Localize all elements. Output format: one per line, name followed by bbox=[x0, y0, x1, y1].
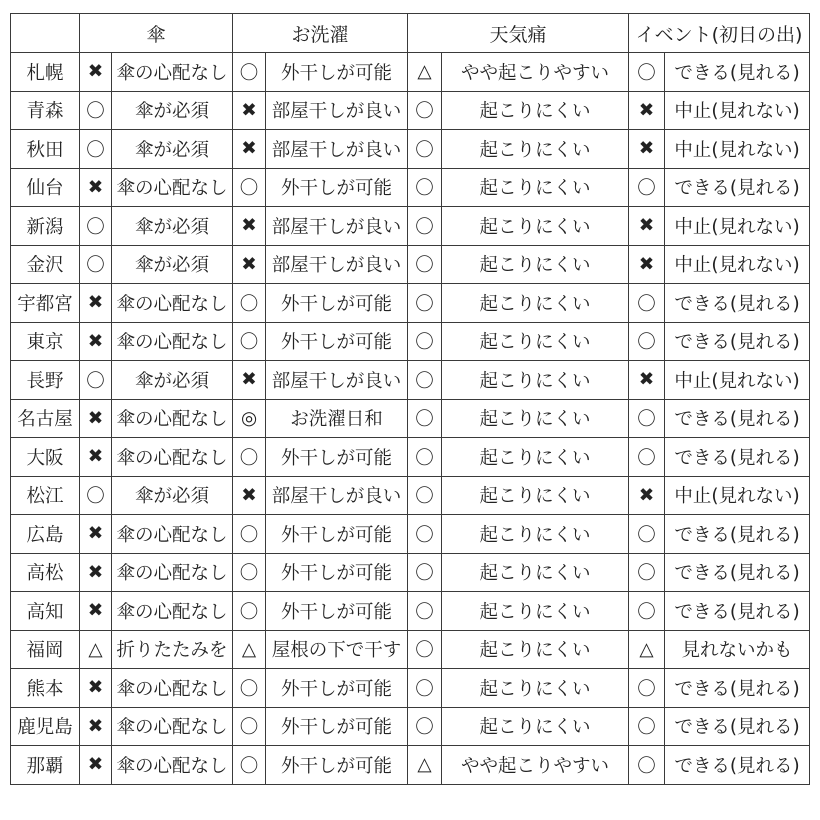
event-text: 中止(見れない) bbox=[665, 130, 810, 169]
laundry-text: お洗濯日和 bbox=[266, 399, 408, 438]
city-cell: 那覇 bbox=[11, 746, 80, 785]
event-symbol: 〇 bbox=[629, 399, 665, 438]
umbrella-text: 傘が必須 bbox=[112, 91, 233, 130]
umbrella-text: 傘が必須 bbox=[112, 207, 233, 246]
weather-pain-text: 起こりにくい bbox=[442, 245, 629, 284]
event-text: 中止(見れない) bbox=[665, 207, 810, 246]
umbrella-symbol: ✖ bbox=[80, 746, 112, 785]
weather-pain-symbol: 〇 bbox=[408, 130, 442, 169]
header-laundry: お洗濯 bbox=[233, 14, 408, 53]
weather-pain-symbol: 〇 bbox=[408, 438, 442, 477]
weather-pain-symbol: 〇 bbox=[408, 707, 442, 746]
laundry-symbol: 〇 bbox=[233, 707, 266, 746]
city-cell: 東京 bbox=[11, 322, 80, 361]
umbrella-symbol: ✖ bbox=[80, 553, 112, 592]
event-text: 見れないかも bbox=[665, 630, 810, 669]
header-event: イベント(初日の出) bbox=[629, 14, 810, 53]
weather-pain-text: 起こりにくい bbox=[442, 592, 629, 631]
laundry-text: 屋根の下で干す bbox=[266, 630, 408, 669]
weather-pain-text: 起こりにくい bbox=[442, 361, 629, 400]
event-symbol: 〇 bbox=[629, 438, 665, 477]
laundry-symbol: 〇 bbox=[233, 53, 266, 92]
weather-pain-text: 起こりにくい bbox=[442, 399, 629, 438]
weather-pain-text: 起こりにくい bbox=[442, 322, 629, 361]
event-text: できる(見れる) bbox=[665, 322, 810, 361]
event-text: 中止(見れない) bbox=[665, 91, 810, 130]
city-cell: 札幌 bbox=[11, 53, 80, 92]
city-cell: 大阪 bbox=[11, 438, 80, 477]
city-cell: 名古屋 bbox=[11, 399, 80, 438]
table-row bbox=[11, 515, 810, 554]
header-weather-pain: 天気痛 bbox=[408, 14, 629, 53]
umbrella-symbol: ✖ bbox=[80, 515, 112, 554]
umbrella-text: 傘の心配なし bbox=[112, 707, 233, 746]
weather-pain-text: やや起こりやすい bbox=[442, 53, 629, 92]
event-symbol: 〇 bbox=[629, 746, 665, 785]
event-text: できる(見れる) bbox=[665, 669, 810, 708]
weather-pain-symbol: 〇 bbox=[408, 669, 442, 708]
weather-pain-text: 起こりにくい bbox=[442, 207, 629, 246]
event-text: できる(見れる) bbox=[665, 168, 810, 207]
weather-pain-text: やや起こりやすい bbox=[442, 746, 629, 785]
header-umbrella: 傘 bbox=[80, 14, 233, 53]
laundry-symbol: 〇 bbox=[233, 515, 266, 554]
city-cell: 長野 bbox=[11, 361, 80, 400]
event-text: できる(見れる) bbox=[665, 746, 810, 785]
weather-pain-symbol: 〇 bbox=[408, 284, 442, 323]
laundry-text: 外干しが可能 bbox=[266, 707, 408, 746]
weather-pain-text: 起こりにくい bbox=[442, 553, 629, 592]
umbrella-symbol: ✖ bbox=[80, 284, 112, 323]
table-row bbox=[11, 322, 810, 361]
event-text: できる(見れる) bbox=[665, 53, 810, 92]
umbrella-text: 折りたたみを bbox=[112, 630, 233, 669]
umbrella-symbol: ✖ bbox=[80, 168, 112, 207]
event-symbol: ✖ bbox=[629, 476, 665, 515]
umbrella-symbol: 〇 bbox=[80, 361, 112, 400]
weather-pain-symbol: △ bbox=[408, 746, 442, 785]
umbrella-text: 傘が必須 bbox=[112, 476, 233, 515]
weather-pain-symbol: 〇 bbox=[408, 207, 442, 246]
laundry-symbol: 〇 bbox=[233, 669, 266, 708]
umbrella-symbol: ✖ bbox=[80, 399, 112, 438]
umbrella-text: 傘の心配なし bbox=[112, 669, 233, 708]
umbrella-text: 傘の心配なし bbox=[112, 168, 233, 207]
laundry-symbol: ✖ bbox=[233, 245, 266, 284]
weather-pain-text: 起こりにくい bbox=[442, 284, 629, 323]
umbrella-text: 傘の心配なし bbox=[112, 53, 233, 92]
city-cell: 青森 bbox=[11, 91, 80, 130]
umbrella-text: 傘の心配なし bbox=[112, 746, 233, 785]
umbrella-symbol: 〇 bbox=[80, 245, 112, 284]
table-row bbox=[11, 53, 810, 92]
table-row bbox=[11, 438, 810, 477]
laundry-text: 外干しが可能 bbox=[266, 322, 408, 361]
event-symbol: ✖ bbox=[629, 91, 665, 130]
umbrella-symbol: ✖ bbox=[80, 53, 112, 92]
umbrella-symbol: 〇 bbox=[80, 476, 112, 515]
city-cell: 鹿児島 bbox=[11, 707, 80, 746]
laundry-symbol: △ bbox=[233, 630, 266, 669]
event-symbol: 〇 bbox=[629, 669, 665, 708]
weather-pain-text: 起こりにくい bbox=[442, 476, 629, 515]
umbrella-symbol: 〇 bbox=[80, 207, 112, 246]
weather-pain-symbol: 〇 bbox=[408, 168, 442, 207]
weather-pain-text: 起こりにくい bbox=[442, 515, 629, 554]
weather-pain-symbol: 〇 bbox=[408, 476, 442, 515]
laundry-symbol: 〇 bbox=[233, 438, 266, 477]
laundry-symbol: 〇 bbox=[233, 168, 266, 207]
weather-pain-text: 起こりにくい bbox=[442, 630, 629, 669]
event-symbol: 〇 bbox=[629, 53, 665, 92]
event-text: できる(見れる) bbox=[665, 592, 810, 631]
event-symbol: 〇 bbox=[629, 592, 665, 631]
umbrella-symbol: 〇 bbox=[80, 130, 112, 169]
laundry-symbol: ✖ bbox=[233, 476, 266, 515]
umbrella-text: 傘が必須 bbox=[112, 130, 233, 169]
umbrella-text: 傘の心配なし bbox=[112, 438, 233, 477]
umbrella-text: 傘の心配なし bbox=[112, 284, 233, 323]
table-row bbox=[11, 592, 810, 631]
table-row bbox=[11, 630, 810, 669]
table-row bbox=[11, 399, 810, 438]
laundry-symbol: ◎ bbox=[233, 399, 266, 438]
forecast-table bbox=[10, 13, 810, 785]
table-row bbox=[11, 707, 810, 746]
laundry-text: 外干しが可能 bbox=[266, 438, 408, 477]
city-cell: 福岡 bbox=[11, 630, 80, 669]
laundry-symbol: 〇 bbox=[233, 592, 266, 631]
weather-pain-text: 起こりにくい bbox=[442, 707, 629, 746]
event-symbol: 〇 bbox=[629, 284, 665, 323]
umbrella-symbol: ✖ bbox=[80, 707, 112, 746]
weather-pain-text: 起こりにくい bbox=[442, 168, 629, 207]
city-cell: 高知 bbox=[11, 592, 80, 631]
city-cell: 仙台 bbox=[11, 168, 80, 207]
event-symbol: 〇 bbox=[629, 553, 665, 592]
laundry-symbol: 〇 bbox=[233, 553, 266, 592]
umbrella-text: 傘の心配なし bbox=[112, 553, 233, 592]
laundry-text: 部屋干しが良い bbox=[266, 130, 408, 169]
table-row bbox=[11, 245, 810, 284]
laundry-symbol: 〇 bbox=[233, 746, 266, 785]
event-symbol: ✖ bbox=[629, 130, 665, 169]
weather-pain-symbol: 〇 bbox=[408, 592, 442, 631]
laundry-text: 部屋干しが良い bbox=[266, 207, 408, 246]
table-row bbox=[11, 553, 810, 592]
umbrella-symbol: ✖ bbox=[80, 669, 112, 708]
laundry-symbol: ✖ bbox=[233, 91, 266, 130]
table-row bbox=[11, 207, 810, 246]
event-text: できる(見れる) bbox=[665, 284, 810, 323]
weather-pain-text: 起こりにくい bbox=[442, 91, 629, 130]
umbrella-text: 傘の心配なし bbox=[112, 322, 233, 361]
event-symbol: ✖ bbox=[629, 361, 665, 400]
event-text: できる(見れる) bbox=[665, 399, 810, 438]
laundry-text: 部屋干しが良い bbox=[266, 361, 408, 400]
umbrella-text: 傘の心配なし bbox=[112, 399, 233, 438]
weather-pain-text: 起こりにくい bbox=[442, 669, 629, 708]
header-corner bbox=[11, 14, 80, 53]
umbrella-symbol: △ bbox=[80, 630, 112, 669]
event-text: 中止(見れない) bbox=[665, 245, 810, 284]
table-row bbox=[11, 130, 810, 169]
weather-pain-symbol: 〇 bbox=[408, 630, 442, 669]
laundry-text: 外干しが可能 bbox=[266, 746, 408, 785]
event-symbol: △ bbox=[629, 630, 665, 669]
table-row bbox=[11, 669, 810, 708]
event-text: できる(見れる) bbox=[665, 707, 810, 746]
city-cell: 秋田 bbox=[11, 130, 80, 169]
laundry-text: 外干しが可能 bbox=[266, 592, 408, 631]
laundry-symbol: ✖ bbox=[233, 207, 266, 246]
header-row bbox=[11, 14, 810, 53]
laundry-text: 外干しが可能 bbox=[266, 553, 408, 592]
table-row bbox=[11, 168, 810, 207]
laundry-text: 外干しが可能 bbox=[266, 53, 408, 92]
umbrella-symbol: 〇 bbox=[80, 91, 112, 130]
umbrella-text: 傘の心配なし bbox=[112, 592, 233, 631]
weather-pain-symbol: 〇 bbox=[408, 399, 442, 438]
laundry-text: 部屋干しが良い bbox=[266, 91, 408, 130]
event-symbol: 〇 bbox=[629, 707, 665, 746]
laundry-symbol: 〇 bbox=[233, 284, 266, 323]
city-cell: 宇都宮 bbox=[11, 284, 80, 323]
event-text: できる(見れる) bbox=[665, 438, 810, 477]
umbrella-symbol: ✖ bbox=[80, 592, 112, 631]
event-symbol: ✖ bbox=[629, 245, 665, 284]
laundry-text: 外干しが可能 bbox=[266, 168, 408, 207]
laundry-text: 外干しが可能 bbox=[266, 515, 408, 554]
weather-pain-symbol: 〇 bbox=[408, 245, 442, 284]
event-symbol: 〇 bbox=[629, 322, 665, 361]
city-cell: 熊本 bbox=[11, 669, 80, 708]
event-text: 中止(見れない) bbox=[665, 476, 810, 515]
umbrella-symbol: ✖ bbox=[80, 438, 112, 477]
event-text: できる(見れる) bbox=[665, 553, 810, 592]
weather-pain-symbol: 〇 bbox=[408, 322, 442, 361]
city-cell: 松江 bbox=[11, 476, 80, 515]
laundry-symbol: ✖ bbox=[233, 130, 266, 169]
table-row bbox=[11, 284, 810, 323]
umbrella-text: 傘が必須 bbox=[112, 245, 233, 284]
laundry-text: 外干しが可能 bbox=[266, 669, 408, 708]
event-text: できる(見れる) bbox=[665, 515, 810, 554]
table-row bbox=[11, 91, 810, 130]
event-symbol: 〇 bbox=[629, 168, 665, 207]
laundry-text: 部屋干しが良い bbox=[266, 476, 408, 515]
table-row bbox=[11, 476, 810, 515]
weather-pain-text: 起こりにくい bbox=[442, 438, 629, 477]
event-symbol: 〇 bbox=[629, 515, 665, 554]
laundry-symbol: 〇 bbox=[233, 322, 266, 361]
weather-pain-text: 起こりにくい bbox=[442, 130, 629, 169]
city-cell: 高松 bbox=[11, 553, 80, 592]
city-cell: 金沢 bbox=[11, 245, 80, 284]
weather-pain-symbol: 〇 bbox=[408, 91, 442, 130]
laundry-text: 外干しが可能 bbox=[266, 284, 408, 323]
laundry-symbol: ✖ bbox=[233, 361, 266, 400]
weather-pain-symbol: 〇 bbox=[408, 515, 442, 554]
weather-pain-symbol: 〇 bbox=[408, 361, 442, 400]
table-row bbox=[11, 361, 810, 400]
laundry-text: 部屋干しが良い bbox=[266, 245, 408, 284]
umbrella-text: 傘の心配なし bbox=[112, 515, 233, 554]
city-cell: 新潟 bbox=[11, 207, 80, 246]
event-text: 中止(見れない) bbox=[665, 361, 810, 400]
city-cell: 広島 bbox=[11, 515, 80, 554]
table-row bbox=[11, 746, 810, 785]
umbrella-symbol: ✖ bbox=[80, 322, 112, 361]
weather-pain-symbol: △ bbox=[408, 53, 442, 92]
umbrella-text: 傘が必須 bbox=[112, 361, 233, 400]
event-symbol: ✖ bbox=[629, 207, 665, 246]
weather-pain-symbol: 〇 bbox=[408, 553, 442, 592]
